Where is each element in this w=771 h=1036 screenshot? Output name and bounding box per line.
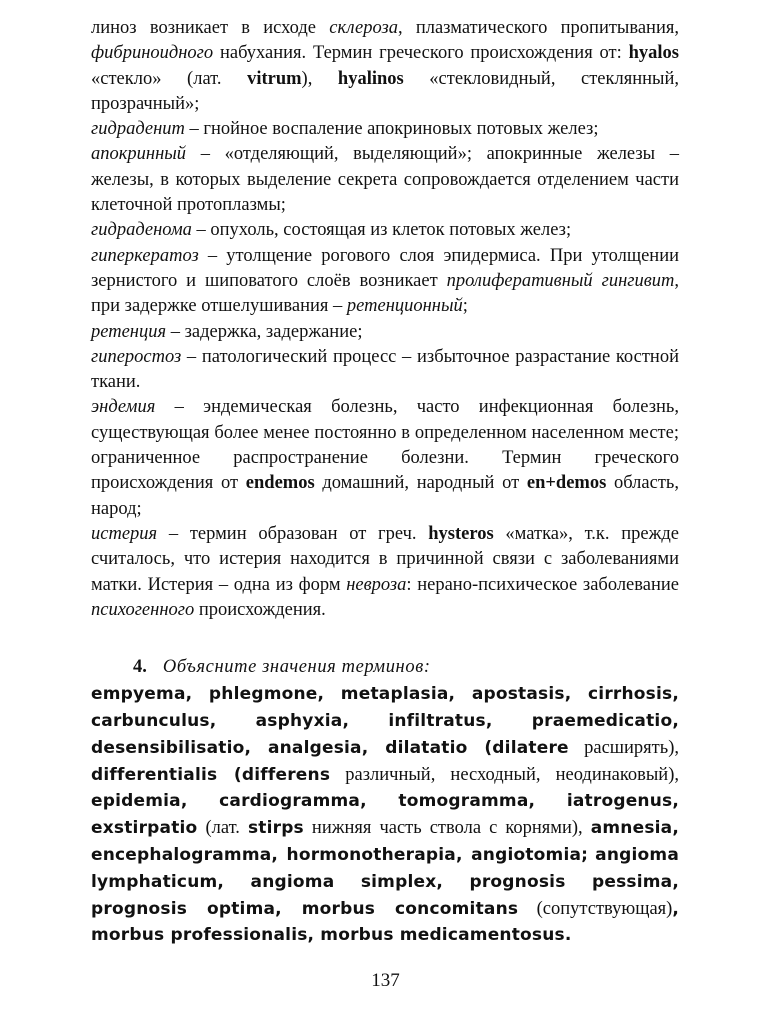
entry-text: область, народ; (91, 473, 679, 519)
glossary-entry (91, 117, 679, 142)
glossary-entry (91, 142, 679, 218)
latin-term: differentialis (differens (91, 764, 331, 785)
exercise-title: Объясните значения терминов: (162, 657, 431, 677)
glossary-entry (91, 522, 679, 623)
latin-term: angioma lymphaticum, angioma simplex, prognosis pessima, prognosis optima, morbus concomitans (91, 845, 679, 919)
entry-text: – «отделяющий, выделяющий»; апокринные железы – железы, в которых выделение секрета сопровождается отделением части клеточной протоплазмы; (91, 144, 679, 216)
entry-text: «матка», т.к. прежде считалось, что истерия находится в причинной связи с заболеваниями матки. Истерия – одна из форм (91, 523, 679, 595)
entry-text: – эндемическая болезнь, часто инфекционная болезнь, существующая более менее постоянно в определенном населенном месте; ограниченное распространение болезни. Термин греческого происхождения от (91, 397, 679, 494)
entry-text: линоз возникает в исходе (91, 18, 330, 38)
term-italic: истерия (91, 523, 158, 544)
entry-text: домашний, народный от (314, 473, 527, 494)
term-italic: гидраденома (91, 220, 192, 241)
glossary-entry (91, 395, 679, 521)
glossary-entry (91, 345, 679, 396)
term-translation: (сопутствующая) (518, 898, 673, 919)
term-italic: ретенционный (346, 296, 463, 317)
term-italic: эндемия (91, 397, 156, 418)
term-bold: hysteros (428, 523, 494, 544)
entry-text: : нерано-психическое заболевание (406, 574, 679, 595)
term-italic: гидраденит (91, 119, 185, 140)
latin-term: epidemia, cardiogramma, tomogramma, iatrogenus, exstirpatio (91, 791, 679, 839)
term-italic: пролиферативный гингивит (446, 270, 675, 291)
term-italic: ретенция (91, 321, 167, 342)
term-italic: склероза (329, 18, 398, 38)
glossary-entry (91, 320, 679, 345)
entry-text: , при задержке отшелушивания – (91, 270, 679, 317)
exercise-terms (91, 681, 679, 949)
latin-term: , morbus professionalis, morbus medicamentosus. (91, 898, 679, 946)
term-translation: различный, несходный, неодинаковый), (330, 764, 679, 785)
term-italic: психогенного (91, 599, 195, 620)
glossary-entry (91, 244, 679, 320)
entry-text: набухания. Термин греческого происхождения от: (213, 43, 629, 64)
term-translation: расширять), (568, 737, 679, 758)
glossary-text (91, 16, 679, 623)
entry-text: ; (462, 296, 468, 317)
entry-text: «стекловидный, стеклянный, прозрачный»; (91, 68, 680, 114)
latin-term: stirps (247, 818, 304, 839)
entry-text: , плазматического пропитывания, (397, 18, 679, 38)
entry-text: – задержка, задержание; (166, 321, 363, 342)
exercise-4 (91, 655, 679, 949)
term-italic: гиперостоз (91, 346, 182, 367)
entry-text: – утолщение рогового слоя эпидермиса. При утолщении зернистого и шиповатого слоёв возникает (91, 245, 679, 291)
term-translation: (лат. (197, 818, 248, 839)
term-bold: vitrum (247, 68, 302, 89)
page-number: 137 (371, 970, 400, 991)
entry-text: ), (301, 68, 338, 89)
term-bold: en+demos (526, 473, 607, 494)
entry-text: происхождения. (194, 599, 326, 620)
latin-term: amnesia, encephalogramma, hormonotherapia, angiotomia; (91, 818, 679, 866)
term-bold: endemos (245, 473, 315, 494)
term-bold: hyalinos (337, 68, 404, 89)
term-bold: hyalos (628, 43, 679, 64)
entry-text: – термин образован от греч. (157, 523, 429, 544)
term-italic: невроза (346, 574, 407, 595)
glossary-entry (91, 16, 679, 117)
entry-text: – гнойное воспаление апокриновых потовых желез; (184, 119, 599, 140)
term-italic: апокринный (91, 144, 187, 165)
entry-text: «стекло» (лат. (91, 68, 248, 89)
glossary-entry (91, 218, 679, 243)
term-translation: нижняя часть ствола с корнями), (303, 818, 591, 839)
term-italic: фибриноидного (91, 43, 214, 64)
exercise-heading (91, 655, 679, 680)
entry-text: – патологический процесс – избыточное разрастание костной ткани. (91, 346, 679, 393)
exercise-number: 4. (133, 657, 147, 677)
latin-term: empyema, phlegmone, metaplasia, apostasis, cirrhosis, carbunculus, asphyxia, infiltratus, praemedicatio, desensibilisatio, analgesia, dilatatio (dilatere (91, 684, 679, 758)
entry-text: – опухоль, состоящая из клеток потовых желез; (191, 220, 572, 241)
term-italic: гиперкератоз (91, 245, 199, 266)
